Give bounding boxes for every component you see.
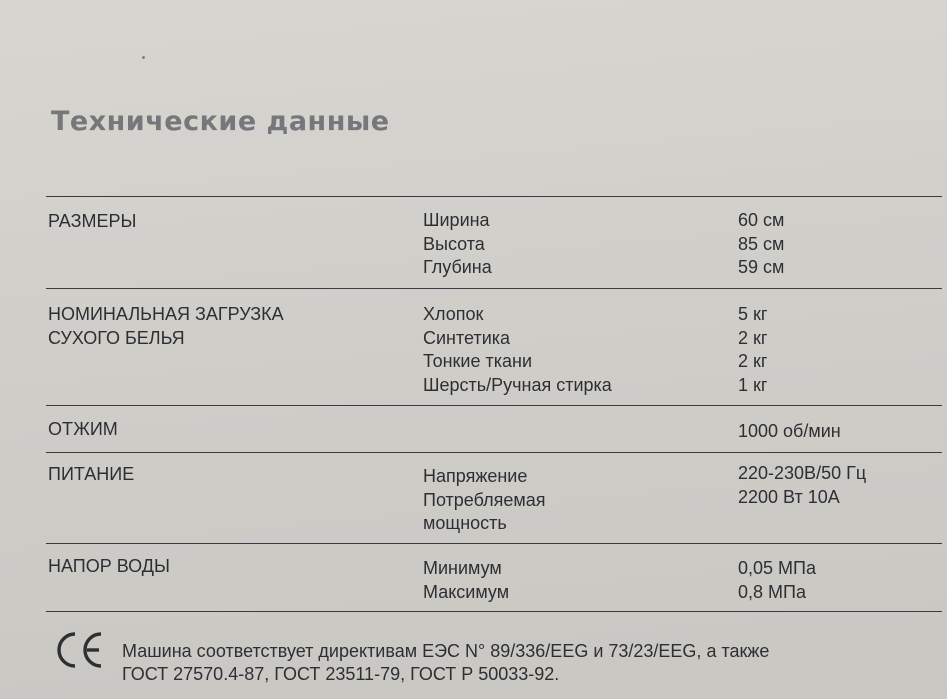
section-spin-label: ОТЖИМ xyxy=(48,419,118,439)
section-dimensions-params xyxy=(423,209,492,280)
value-voltage: 220-230В/50 Гц xyxy=(738,463,867,483)
value-spin-speed: 1000 об/мин xyxy=(738,421,841,441)
table-bottom-rule xyxy=(46,611,942,612)
value-width: 60 см xyxy=(738,210,785,230)
section-divider xyxy=(46,452,942,453)
param-wool: Шерсть/Ручная стирка xyxy=(423,374,612,395)
paper-speck xyxy=(142,56,145,59)
section-divider xyxy=(46,543,942,544)
section-water-pressure-values xyxy=(738,557,816,604)
param-minimum: Минимум xyxy=(423,558,502,578)
section-divider xyxy=(46,288,942,289)
value-wool: 1 кг xyxy=(738,374,768,395)
section-load-label-line-1: НОМИНАЛЬНАЯ ЗАГРУЗКА xyxy=(48,304,284,324)
page-title: Технические данные xyxy=(51,106,390,137)
param-cotton: Хлопок xyxy=(423,304,484,324)
param-power: мощность xyxy=(423,513,507,533)
compliance-line-1: Машина соответствует директивам ЕЭС N° 89/336/EEG и 73/23/EEG, а также xyxy=(122,641,770,661)
compliance-line-2: ГОСТ 27570.4-87, ГОСТ 23511-79, ГОСТ Р 50033-92. xyxy=(122,664,560,684)
section-load-values xyxy=(738,303,767,397)
compliance-statement xyxy=(122,640,769,686)
param-width: Ширина xyxy=(423,210,490,230)
section-dimensions-values xyxy=(738,209,784,280)
ce-mark-icon xyxy=(54,630,106,670)
param-delicates: Тонкие ткани xyxy=(423,351,533,371)
param-synthetics: Синтетика xyxy=(423,327,511,348)
value-synthetics: 2 кг xyxy=(738,327,768,348)
section-divider xyxy=(46,405,942,406)
section-power-values xyxy=(738,462,866,509)
section-water-pressure-label: НАПОР ВОДЫ xyxy=(48,556,170,576)
param-depth: Глубина xyxy=(423,257,492,277)
section-load-params xyxy=(423,303,612,397)
param-consumed: Потребляемая xyxy=(423,489,546,510)
section-power-params xyxy=(423,465,546,536)
param-voltage: Напряжение xyxy=(423,466,528,486)
section-dimensions-label: РАЗМЕРЫ xyxy=(48,211,137,231)
value-depth: 59 см xyxy=(738,257,785,277)
value-delicates: 2 кг xyxy=(738,351,768,371)
section-load-label xyxy=(48,303,284,350)
table-top-rule xyxy=(46,196,942,197)
section-load-label-line-2: СУХОГО БЕЛЬЯ xyxy=(48,327,185,348)
param-height: Высота xyxy=(423,233,485,254)
value-power: 2200 Вт 10А xyxy=(738,486,840,507)
param-maximum: Максимум xyxy=(423,581,510,602)
value-height: 85 см xyxy=(738,233,785,254)
section-water-pressure-params xyxy=(423,557,509,604)
value-minimum: 0,05 МПа xyxy=(738,558,816,578)
value-maximum: 0,8 МПа xyxy=(738,581,806,602)
value-cotton: 5 кг xyxy=(738,304,768,324)
section-power-label: ПИТАНИЕ xyxy=(48,464,135,484)
